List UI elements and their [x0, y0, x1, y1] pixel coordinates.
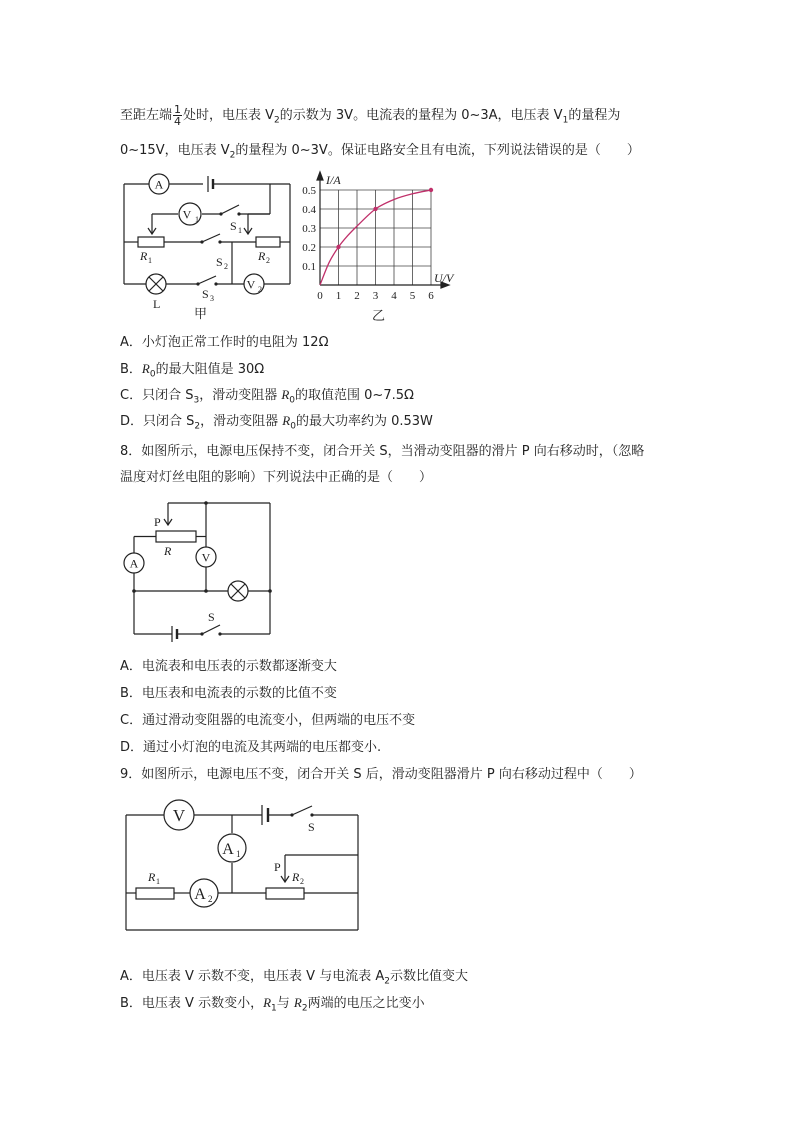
- q9-option-b-sub1: 1: [271, 1003, 277, 1014]
- q7-circuit-diagram: [118, 172, 298, 322]
- q8-option-b: B．电压表和电流表的示数的比值不变: [120, 686, 337, 701]
- r1-label: R: [148, 870, 156, 884]
- q7-option-c-post: 的取值范围 0~7.5Ω: [295, 388, 414, 403]
- q7-option-c-sub: 0: [289, 395, 296, 406]
- q7-line2: 0~15V，电压表 $V_2$的量程为 0~3V。保证电路安全且有电流，下列说法错误的是（ ）: [120, 143, 640, 161]
- a2-label: A: [194, 886, 206, 903]
- q7-line1-b: 的示数为 3V。电流表的量程为 0~3A，电压表 V: [279, 108, 563, 123]
- r2-label: R: [292, 870, 300, 884]
- slider-p-label: P: [154, 515, 161, 529]
- y-tick-label: 0.5: [302, 185, 316, 197]
- v1-sub: 1: [195, 215, 199, 224]
- x-tick-label: 2: [354, 290, 360, 302]
- a2-sub: 2: [208, 894, 213, 904]
- fig-jia-caption: 甲: [194, 306, 208, 321]
- q7-option-b-sub: 0: [149, 369, 156, 380]
- q9-option-b-var1: R: [263, 995, 272, 1010]
- q7-option-c-var: R: [281, 387, 290, 402]
- q8-option-d: D．通过小灯泡的电流及其两端的电压都变小.: [120, 740, 382, 755]
- switch-s-label: S: [308, 820, 315, 834]
- r1-sub: 1: [148, 256, 152, 265]
- switch-s-label: S: [208, 610, 215, 624]
- r1-label: R: [140, 249, 148, 263]
- q7-option-b-var: R: [141, 361, 150, 376]
- q8-option-c: C．通过滑动变阻器的电流变小，但两端的电压不变: [120, 713, 416, 728]
- s3-label: S: [202, 287, 209, 301]
- q9-option-a-a: A．电压表 V 示数不变，电压表 V 与电流表 A: [120, 969, 385, 984]
- r2-label: R: [258, 249, 266, 263]
- v2-label: V: [246, 277, 256, 292]
- s1-label: S: [230, 219, 237, 233]
- q7-option-d-var: R: [282, 413, 291, 428]
- frac-numerator: 1: [174, 103, 182, 116]
- slider-p-label: P: [274, 860, 281, 874]
- y-tick-label: 0.1: [302, 261, 316, 273]
- data-point: [373, 207, 377, 211]
- x-axis-label: U/V: [434, 271, 454, 285]
- q9-option-b-var2: R: [293, 995, 302, 1010]
- x-tick-label: 4: [391, 290, 397, 302]
- data-point: [429, 188, 433, 192]
- q9-circuit-diagram: [122, 795, 367, 940]
- y-axis-label: I/A: [326, 173, 341, 187]
- q7-line1-a: 处时，电压表 V: [183, 108, 275, 123]
- q8-line1: 8．如图所示，电源电压保持不变，闭合开关 S，当滑动变阻器的滑片 P 向右移动时，（忽略: [120, 444, 645, 459]
- x-tick-label: 5: [409, 290, 416, 302]
- y-axis-arrow: [317, 172, 323, 180]
- voltmeter-label: V: [201, 550, 211, 565]
- q7-line1: 至距左端 $\frac{1}{4}$ 处时，电压表 $V_2$的示数为 3V。电流表的量程为 0~3A，电压表 $V_1$的量程为: [120, 103, 621, 128]
- q7-option-c-sub1: 3: [193, 395, 200, 406]
- voltmeter-label: V: [172, 806, 186, 825]
- rheostat-label: R: [164, 544, 172, 558]
- q9-option-b-b: 两端的电压之比变小: [307, 996, 425, 1011]
- q7-option-d-pre: D．只闭合 S: [120, 414, 195, 429]
- ammeter-label: A: [154, 177, 164, 192]
- q7-option-a-text: A．小灯泡正常工作时的电阻为 12Ω: [120, 335, 329, 350]
- q9-option-b-sub2: 2: [301, 1003, 308, 1014]
- iv-curve-chart: [300, 170, 470, 325]
- y-tick-label: 0.2: [302, 242, 316, 254]
- a1-label: A: [222, 841, 234, 858]
- lamp-label: L: [153, 297, 161, 311]
- s2-sub: 2: [224, 262, 228, 271]
- frac-denominator: 4: [174, 115, 182, 128]
- q7-option-b-pre: B．: [120, 362, 142, 377]
- q7-option-c-mid: ，滑动变阻器: [199, 388, 282, 403]
- r2-sub: 2: [300, 877, 304, 886]
- q7-line2-b: 的量程为 0~3V。保证电路安全且有电流，下列说法错误的是（ ）: [235, 143, 640, 158]
- data-point: [336, 245, 340, 249]
- r2-sub: 2: [266, 256, 270, 265]
- q7-option-d-mid: ，滑动变阻器: [200, 414, 283, 429]
- q9-line1: 9．如图所示，电源电压不变，闭合开关 S 后，滑动变阻器滑片 P 向右移动过程中（ ）: [120, 767, 642, 782]
- fraction-one-quarter: [173, 104, 182, 127]
- q7-option-d-sub1: 2: [194, 421, 201, 432]
- q8-line2: 温度对灯丝电阻的影响）下列说法中正确的是（ ）: [120, 470, 433, 485]
- q7-option-c-pre: C．只闭合 S: [120, 388, 194, 403]
- v1-label: V: [182, 207, 192, 222]
- fig-yi-caption: 乙: [372, 308, 386, 323]
- x-tick-label: 1: [335, 290, 342, 302]
- q7-line1-pre: 至距左端: [120, 108, 173, 123]
- q9-option-a-b: 示数比值变大: [389, 969, 468, 984]
- r1-sub: 1: [156, 877, 160, 886]
- q9-option-a-sub: 2: [384, 976, 390, 987]
- x-tick-label: 0: [317, 290, 323, 302]
- q7-option-b-post: 的最大阻值是 30Ω: [155, 362, 265, 377]
- y-tick-label: 0.4: [302, 204, 316, 216]
- q7-line2-a: 0~15V，电压表 V: [120, 143, 230, 158]
- s1-sub: 1: [238, 226, 242, 235]
- s3-sub: 3: [210, 294, 214, 303]
- x-tick-label: 6: [428, 290, 434, 302]
- a1-sub: 1: [236, 849, 241, 859]
- q7-line1-c: 的量程为: [568, 108, 621, 123]
- q7-option-d-post: 的最大功率约为 0.53W: [295, 414, 433, 429]
- q8-circuit-diagram: [120, 497, 280, 642]
- q9-option-b: [120, 993, 425, 1019]
- q7-option-d-sub: 0: [290, 421, 296, 432]
- y-tick-label: 0.3: [302, 223, 316, 235]
- q7-option-b: [120, 359, 264, 385]
- q9-option-b-a: B．电压表 V 示数变小，: [120, 996, 264, 1011]
- x-tick-label: 3: [372, 290, 379, 302]
- q8-option-a: A．电流表和电压表的示数都逐渐变大: [120, 659, 337, 674]
- q7-option-a: [120, 333, 329, 353]
- q9-option-a: [120, 967, 468, 992]
- q7-option-c: [120, 385, 414, 411]
- ammeter-label: A: [129, 556, 139, 571]
- v2-sub: 2: [258, 285, 262, 294]
- q7-option-d: [120, 411, 433, 437]
- s2-label: S: [216, 255, 223, 269]
- q9-option-b-mid: 与: [276, 996, 294, 1011]
